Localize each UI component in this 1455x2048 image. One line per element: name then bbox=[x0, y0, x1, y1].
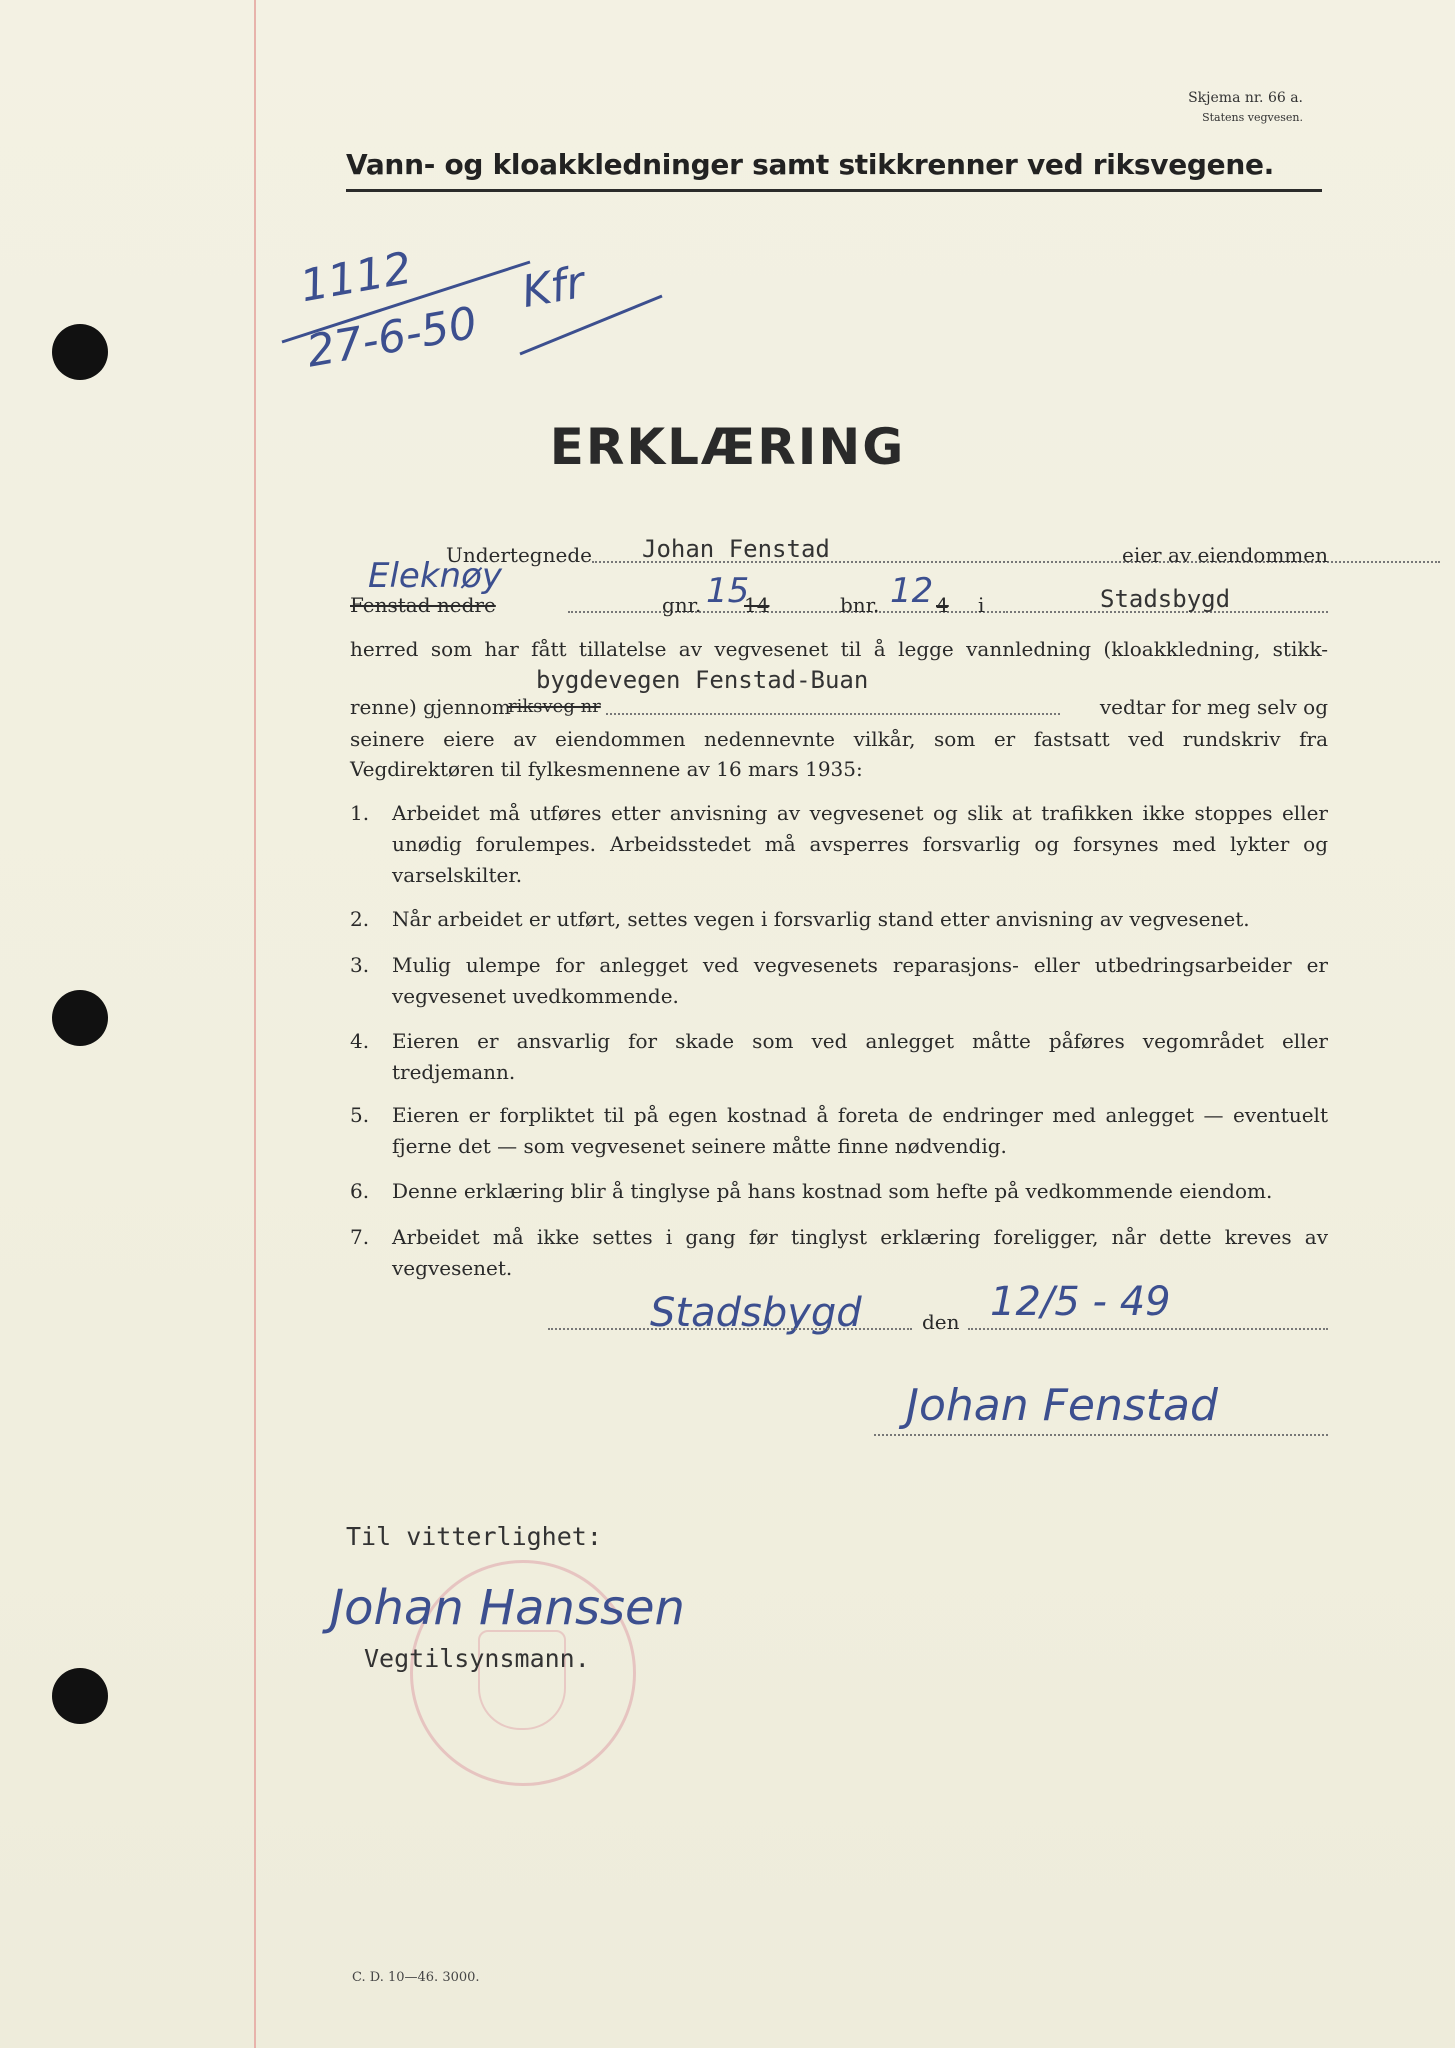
place-handwritten: Stadsbygd bbox=[650, 1290, 862, 1336]
road-dotted-line bbox=[606, 713, 1060, 715]
registry-initials: Kfr bbox=[518, 256, 589, 319]
condition-number: 4. bbox=[350, 1029, 370, 1053]
gnr-label: gnr. bbox=[662, 593, 702, 617]
owner-signature: Johan Fenstad bbox=[906, 1380, 1218, 1431]
eier-label: eier av eiendommen bbox=[1121, 543, 1328, 567]
print-code: C. D. 10—46. 3000. bbox=[352, 1970, 480, 1985]
condition-number: 1. bbox=[350, 801, 370, 825]
condition-text: Eieren er ansvarlig for skade som ved anlegget måtte påføres vegområdet eller tredjemann. bbox=[392, 1029, 1328, 1084]
condition-text: Arbeidet må ikke settes i gang før tinglyst erklæring foreligger, når dette kreves av vegvesenet. bbox=[392, 1225, 1328, 1280]
condition-number: 3. bbox=[350, 953, 370, 977]
signature-dotted-line bbox=[874, 1434, 1328, 1436]
bnr-handwritten: 12 bbox=[890, 571, 934, 611]
condition-text: Mulig ulempe for anlegget ved vegvesenets reparasjons- eller utbedringsarbeider er vegvesenet uvedkommende. bbox=[392, 953, 1328, 1008]
condition-number: 2. bbox=[350, 907, 370, 931]
registry-date: 27-6-50 bbox=[302, 297, 481, 378]
renne-label: renne) gjennom bbox=[350, 695, 511, 719]
document-heading: Vann- og kloakkledninger samt stikkrenner ved riksvegene. bbox=[346, 148, 1275, 181]
bnr-label: bnr. bbox=[840, 593, 880, 617]
registry-number: 1112 bbox=[296, 242, 416, 313]
property-name-handwritten: Eleknøy bbox=[368, 556, 503, 596]
condition-number: 7. bbox=[350, 1225, 370, 1249]
witness-label: Til vitterlighet: bbox=[346, 1522, 602, 1551]
condition-text: Denne erklæring blir å tinglyse på hans kostnad som hefte på vedkommende eiendom. bbox=[392, 1179, 1273, 1203]
continuation-paragraph: seinere eiere av eiendommen nedennevnte vilkår, som er fastsatt ved rundskriv fra Vegdirektøren til fylkesmennene av 16 mars 1935: bbox=[350, 727, 1328, 781]
punch-hole-bottom bbox=[52, 1668, 108, 1724]
gnr-struck: 14 bbox=[744, 593, 770, 617]
road-line bbox=[350, 692, 1328, 722]
vedtar-text: vedtar for meg selv og bbox=[1099, 695, 1328, 719]
condition-number: 6. bbox=[350, 1179, 370, 1203]
den-label: den bbox=[922, 1310, 960, 1334]
herred-text: herred som har fått tillatelse av vegvesenet til å legge vannledning (kloakkledning, stikk- bbox=[350, 637, 1328, 661]
municipality-field: Stadsbygd bbox=[1100, 585, 1231, 613]
place-dotted-line bbox=[548, 1328, 912, 1330]
undertegnede-label: Undertegnede bbox=[446, 543, 592, 567]
document-title: ERKLÆRING bbox=[549, 418, 906, 476]
witness-signature: Johan Hanssen bbox=[330, 1580, 685, 1636]
form-number-line: Skjema nr. 66 a. bbox=[1188, 90, 1303, 106]
witness-role: Vegtilsynsmann. bbox=[364, 1644, 590, 1673]
bnr-struck: 4 bbox=[936, 593, 949, 617]
road-struck: riksveg nr bbox=[508, 696, 601, 717]
condition-text: Når arbeidet er utført, settes vegen i forsvarlig stand etter anvisning av vegvesenet. bbox=[392, 907, 1250, 931]
condition-text: Arbeidet må utføres etter anvisning av vegvesenet og slik at trafikken ikke stoppes eller unødig forulempes. Arbeidsstedet må avsperres forsvarlig og forsynes med lykter og varselskilter. bbox=[392, 801, 1328, 887]
road-name-field: bygdevegen Fenstad-Buan bbox=[536, 666, 869, 694]
property-name-printed: Fenstad nedre bbox=[350, 593, 496, 617]
date-handwritten: 12/5 - 49 bbox=[990, 1279, 1171, 1325]
punch-hole-middle bbox=[52, 990, 108, 1046]
gnr-handwritten: 15 bbox=[706, 571, 750, 611]
registry-strokes bbox=[0, 0, 1455, 420]
i-label: i bbox=[978, 593, 985, 617]
herred-line bbox=[350, 634, 1328, 664]
condition-text: Eieren er forpliktet til på egen kostnad å foreta de endringer med anlegget — eventuelt fjerne det — som vegvesenet seinere måtte finne nødvendig. bbox=[392, 1103, 1328, 1158]
owner-name-field: Johan Fenstad bbox=[642, 535, 830, 563]
date-line bbox=[350, 1279, 1328, 1337]
issuer-line: Statens vegvesen. bbox=[1202, 111, 1303, 124]
date-dotted-line bbox=[968, 1328, 1328, 1330]
condition-number: 5. bbox=[350, 1103, 370, 1127]
